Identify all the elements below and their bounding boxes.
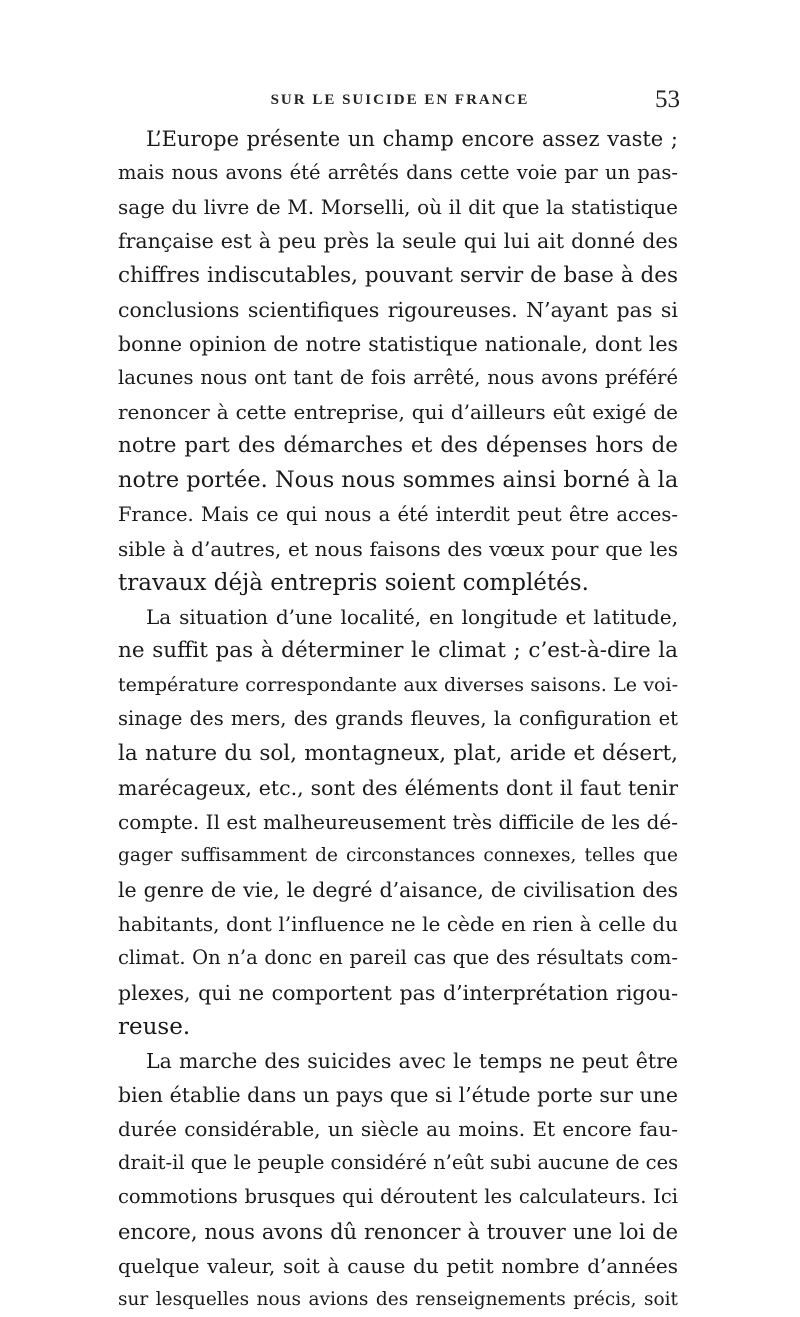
text-line: sinage des mers, des grands fleuves, la configuration et — [118, 707, 678, 731]
text-line: bien établie dans un pays que si l’étude porte sur une — [118, 1082, 678, 1107]
text-line: travaux déjà entrepris soient complétés. — [118, 569, 589, 596]
text-line: conclusions scientifiques rigoureuses. N’ayant pas si — [118, 297, 678, 322]
text-line: France. Mais ce qui nous a été interdit peut être acces- — [118, 502, 678, 526]
text-line: chiffres indiscutables, pouvant servir de base à des — [118, 262, 678, 288]
text-line: le genre de vie, le degré d’aisance, de civilisation des — [118, 878, 678, 903]
text-line: sage du livre de M. Morselli, où il dit que la statistique — [118, 195, 678, 220]
text-line: La situation d’une localité, en longitude et latitude, — [146, 604, 678, 629]
text-line: climat. On n’a donc en pareil cas que des résultats com- — [118, 946, 678, 970]
text-line: température correspondante aux diverses saisons. Le voi- — [118, 674, 678, 697]
text-line: La marche des suicides avec le temps ne peut être — [146, 1048, 678, 1073]
text-line: ne suffit pas à déterminer le climat ; c’est-à-dire la — [118, 638, 678, 664]
text-line: sur lesquelles nous avions des renseignements précis, soit — [118, 1288, 678, 1310]
text-line: quelque valeur, soit à cause du petit nombre d’années — [118, 1253, 678, 1278]
text-line: la nature du sol, montagneux, plat, aride et désert, — [118, 740, 678, 766]
text-line: habitants, dont l’influence ne le cède en rien à celle du — [118, 912, 678, 937]
text-line: compte. Il est malheureusement très difficile de les dé- — [118, 809, 678, 834]
text-line: durée considérable, un siècle au moins. Et encore fau- — [118, 1117, 678, 1142]
text-line: gager suffisamment de circonstances connexes, telles que — [118, 844, 678, 866]
text-line: encore, nous avons dû renoncer à trouver une loi de — [118, 1219, 678, 1244]
text-line: lacunes nous ont tant de fois arrêté, nous avons préféré — [118, 365, 678, 389]
text-line: drait-il que le peuple considéré n’eût subi aucune de ces — [118, 1151, 679, 1175]
text-line: renoncer à cette entreprise, qui d’ailleurs eût exigé de — [118, 400, 678, 425]
running-title: SUR LE SUICIDE EN FRANCE — [270, 92, 530, 108]
text-line: française est à peu près la seule qui lui ait donné des — [118, 229, 678, 254]
page-number: 53 — [655, 86, 680, 113]
text-line: notre part des démarches et des dépenses hors de — [118, 433, 678, 459]
body-text — [118, 122, 678, 1317]
text-line: notre portée. Nous nous sommes ainsi borné à la — [118, 467, 679, 494]
text-line: bonne opinion de notre statistique nationale, dont les — [118, 331, 678, 356]
text-line: plexes, qui ne comportent pas d’interprétation rigou- — [118, 980, 678, 1005]
text-line: mais nous avons été arrêtés dans cette voie par un pas- — [118, 161, 678, 185]
text-line: marécageux, etc., sont des éléments dont il faut tenir — [118, 775, 678, 800]
text-line: sible à d’autres, et nous faisons des vœux pour que les — [118, 536, 678, 561]
text-line: commotions brusques qui déroutent les calculateurs. Ici — [118, 1185, 678, 1209]
text-line: reuse. — [118, 1013, 191, 1040]
running-header — [118, 86, 682, 120]
text-line: L’Europe présente un champ encore assez vaste ; — [146, 127, 678, 151]
